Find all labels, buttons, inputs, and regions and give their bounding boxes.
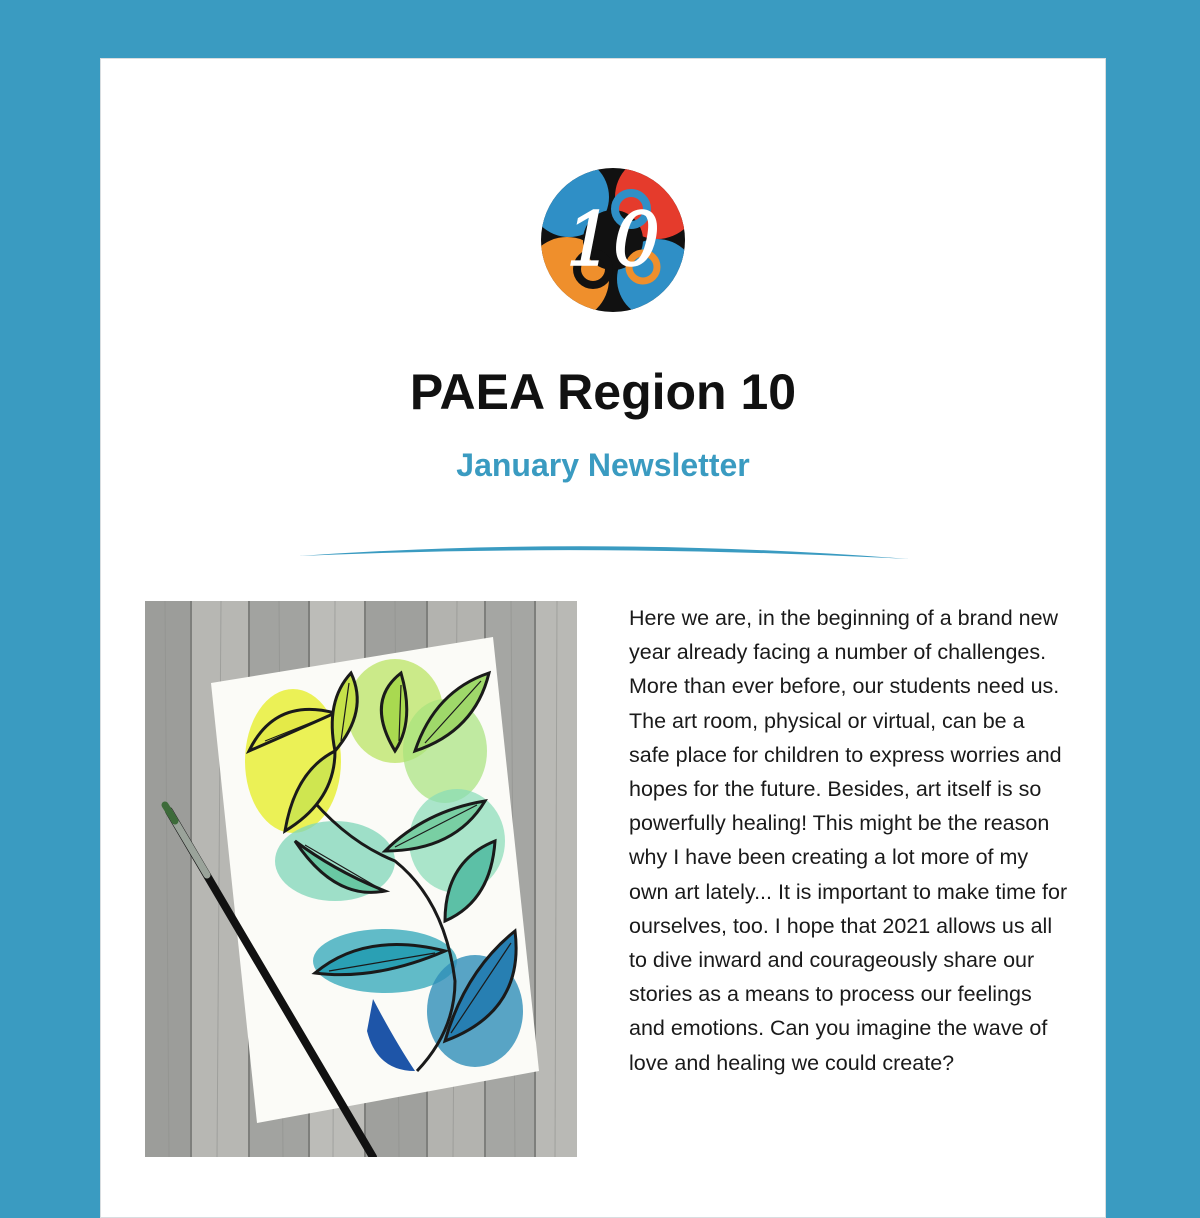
page-title: PAEA Region 10: [409, 364, 797, 420]
wave-divider: [297, 539, 911, 563]
newsletter-card: [100, 58, 1106, 1218]
leaf-painting-image: [145, 601, 577, 1157]
logo-text: 10: [565, 197, 661, 283]
intro-paragraph: Here we are, in the beginning of a brand new year already facing a number of challenges. More than ever before, our students need us. The art room, physical or virtual, can be a safe place for children to express worries and hopes for the future. Besides, art itself is so powerfully healing! This might be the reason why I have been creating a lot more of my own art lately... It is important to make time for ourselves, too. I hope that 2021 allows us all to dive inward and courageously share our stories as a means to process our feelings and emotions. Can you imagine the wave of love and healing we could create?: [629, 606, 1068, 1075]
page-subtitle: January Newsletter: [456, 447, 750, 483]
region-10-logo: [539, 167, 687, 313]
